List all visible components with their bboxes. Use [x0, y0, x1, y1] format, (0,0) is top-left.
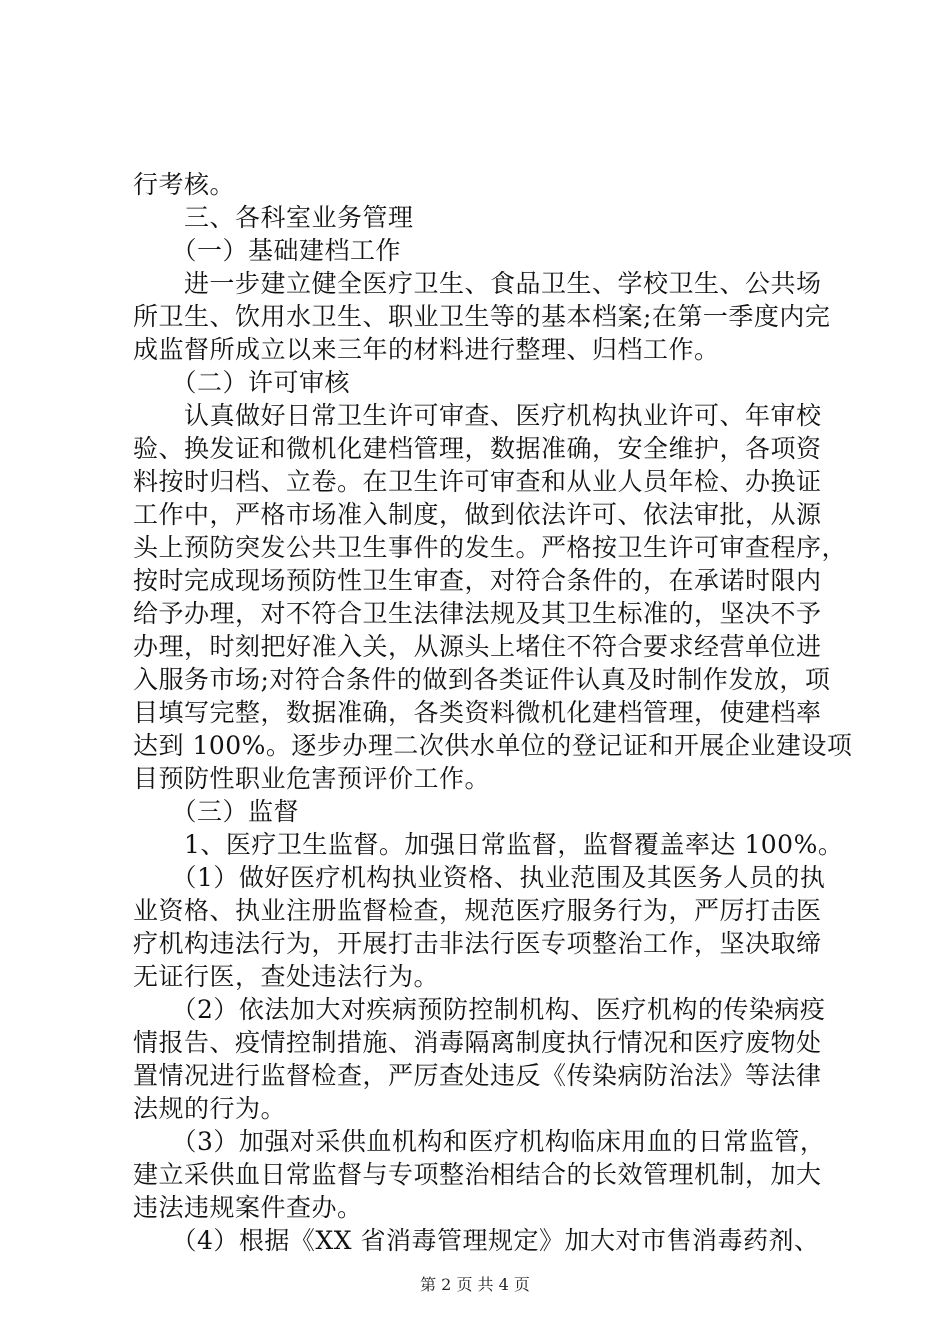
text-line: 认真做好日常卫生许可审查、医疗机构执业许可、年审校 [133, 401, 822, 430]
text-line: 情报告、疫情控制措施、消毒隔离制度执行情况和医疗废物处 [133, 1028, 822, 1057]
text-line: 建立采供血日常监督与专项整治相结合的长效管理机制，加大 [133, 1160, 822, 1189]
text-line: 给予办理，对不符合卫生法律法规及其卫生标准的，坚决不予 [133, 599, 822, 628]
text-line: 办理，时刻把好准入关，从源头上堵住不符合要求经营单位进 [133, 632, 822, 661]
subsection-heading: （一）基础建档工作 [133, 236, 402, 265]
text-line: 目填写完整，数据准确，各类资料微机化建档管理，使建档率 [133, 698, 822, 727]
subsection-heading: （二）许可审核 [133, 368, 351, 397]
text-line: 无证行医，查处违法行为。 [133, 962, 440, 991]
text-line: 业资格、执业注册监督检查，规范医疗服务行为，严厉打击医 [133, 896, 822, 925]
text-line: 工作中，严格市场准入制度，做到依法许可、依法审批，从源 [133, 500, 822, 529]
text-line: 置情况进行监督检查，严厉查处违反《传染病防治法》等法律 [133, 1061, 822, 1090]
section-heading: 三、各科室业务管理 [133, 203, 414, 232]
text-line: （1）做好医疗机构执业资格、执业范围及其医务人员的执 [133, 863, 826, 892]
subsection-heading: （三）监督 [133, 797, 300, 826]
text-line: 进一步建立健全医疗卫生、食品卫生、学校卫生、公共场 [133, 269, 822, 298]
text-line: 头上预防突发公共卫生事件的发生。严格按卫生许可审查程序， [133, 533, 848, 562]
text-line: 入服务市场;对符合条件的做到各类证件认真及时制作发放，项 [133, 665, 831, 694]
text-line: 1、医疗卫生监督。加强日常监督，监督覆盖率达 100%。 [133, 830, 844, 859]
text-line: （3）加强对采供血机构和医疗机构临床用血的日常监管， [133, 1127, 826, 1156]
text-line: 疗机构违法行为，开展打击非法行医专项整治工作，坚决取缔 [133, 929, 822, 958]
text-line: 达到 100%。逐步办理二次供水单位的登记证和开展企业建设项 [133, 731, 853, 760]
text-line: （2）依法加大对疾病预防控制机构、医疗机构的传染病疫 [133, 995, 826, 1024]
text-line: 验、换发证和微机化建档管理，数据准确，安全维护，各项资 [133, 434, 822, 463]
text-line: 所卫生、饮用水卫生、职业卫生等的基本档案;在第一季度内完 [133, 302, 831, 331]
text-line: 法规的行为。 [133, 1094, 287, 1123]
text-line: 按时完成现场预防性卫生审查，对符合条件的，在承诺时限内 [133, 566, 822, 595]
text-line: 行考核。 [133, 170, 236, 199]
text-line: （4）根据《XX 省消毒管理规定》加大对市售消毒药剂、 [133, 1226, 820, 1255]
text-line: 成监督所成立以来三年的材料进行整理、归档工作。 [133, 335, 720, 364]
page-footer: 第 2 页 共 4 页 [420, 1275, 530, 1294]
text-line: 目预防性职业危害预评价工作。 [133, 764, 491, 793]
text-line: 违法违规案件查办。 [133, 1193, 363, 1222]
text-line: 料按时归档、立卷。在卫生许可审查和从业人员年检、办换证 [133, 467, 822, 496]
